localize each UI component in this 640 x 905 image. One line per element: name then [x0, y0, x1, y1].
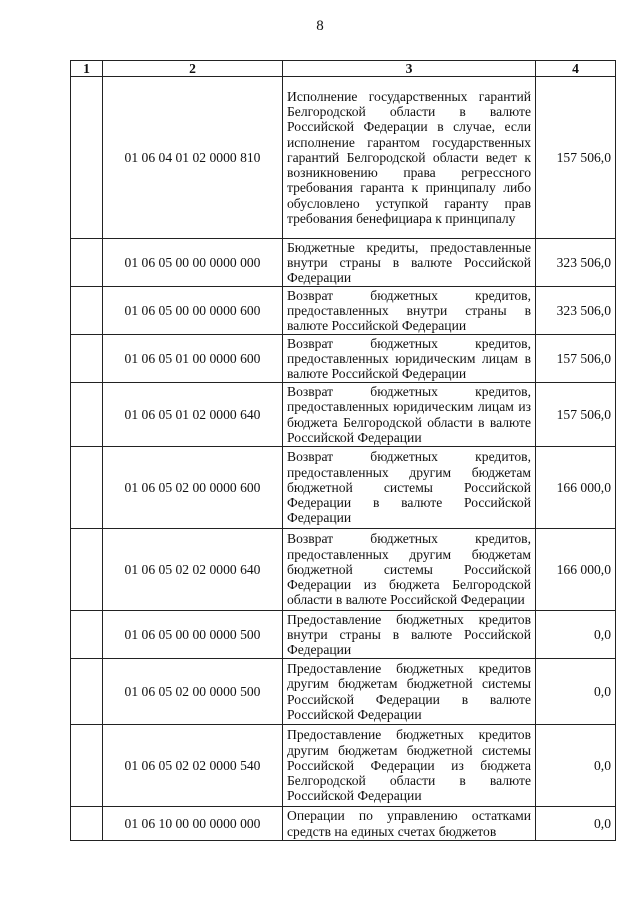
budget-code-cell: 01 06 05 01 02 0000 640	[103, 383, 283, 447]
description-cell: Возврат бюджетных кредитов, предоставленных юридическим лицам в валюте Российской Федерации	[283, 335, 536, 383]
description-cell: Возврат бюджетных кредитов, предоставленных другим бюджетам бюджетной системы Российской Федерации в валюте Российской Федерации	[283, 447, 536, 529]
amount-cell: 0,0	[536, 611, 616, 659]
description-cell: Возврат бюджетных кредитов, предоставленных внутри страны в валюте Российской Федерации	[283, 287, 536, 335]
description-cell: Предоставление бюджетных кредитов внутри страны в валюте Российской Федерации	[283, 611, 536, 659]
row-number-cell	[71, 447, 103, 529]
budget-code-cell: 01 06 05 02 00 0000 500	[103, 659, 283, 725]
budget-code-cell: 01 06 04 01 02 0000 810	[103, 77, 283, 239]
row-number-cell	[71, 287, 103, 335]
column-header-4: 4	[536, 61, 616, 77]
budget-code-cell: 01 06 05 02 02 0000 640	[103, 529, 283, 611]
description-cell: Исполнение государственных гарантий Белгородской области в валюте Российской Федерации в случае, если исполнение гарантом государственных гарантий Белгородской области ведет к возникновению права регрессного требования гаранта к принципалу либо обусловлено уступкой гаранту прав требования бенефициара к принципалу	[283, 77, 536, 239]
budget-code-cell: 01 06 05 00 00 0000 000	[103, 239, 283, 287]
table-header-row	[71, 61, 616, 77]
row-number-cell	[71, 383, 103, 447]
column-header-1: 1	[71, 61, 103, 77]
table-row	[71, 725, 616, 807]
table-row	[71, 447, 616, 529]
amount-cell: 157 506,0	[536, 335, 616, 383]
amount-cell: 157 506,0	[536, 383, 616, 447]
description-cell: Бюджетные кредиты, предоставленные внутри страны в валюте Российской Федерации	[283, 239, 536, 287]
budget-code-cell: 01 06 05 02 00 0000 600	[103, 447, 283, 529]
amount-cell: 0,0	[536, 659, 616, 725]
amount-cell: 157 506,0	[536, 77, 616, 239]
budget-code-cell: 01 06 05 00 00 0000 500	[103, 611, 283, 659]
row-number-cell	[71, 611, 103, 659]
row-number-cell	[71, 335, 103, 383]
description-cell: Операции по управлению остатками средств на единых счетах бюджетов	[283, 807, 536, 841]
amount-cell: 166 000,0	[536, 447, 616, 529]
row-number-cell	[71, 239, 103, 287]
amount-cell: 323 506,0	[536, 287, 616, 335]
budget-code-cell: 01 06 05 01 00 0000 600	[103, 335, 283, 383]
table-row	[71, 383, 616, 447]
amount-cell: 166 000,0	[536, 529, 616, 611]
row-number-cell	[71, 77, 103, 239]
table-row	[71, 77, 616, 239]
table-row	[71, 807, 616, 841]
budget-code-cell: 01 06 05 00 00 0000 600	[103, 287, 283, 335]
row-number-cell	[71, 725, 103, 807]
budget-code-cell: 01 06 10 00 00 0000 000	[103, 807, 283, 841]
column-header-3: 3	[283, 61, 536, 77]
row-number-cell	[71, 529, 103, 611]
description-cell: Предоставление бюджетных кредитов другим бюджетам бюджетной системы Российской Федерации в валюте Российской Федерации	[283, 659, 536, 725]
row-number-cell	[71, 807, 103, 841]
table-row	[71, 611, 616, 659]
budget-sources-table	[70, 60, 616, 841]
row-number-cell	[71, 659, 103, 725]
table-row	[71, 239, 616, 287]
table-row	[71, 335, 616, 383]
table-row	[71, 659, 616, 725]
table-row	[71, 529, 616, 611]
column-header-2: 2	[103, 61, 283, 77]
page-number: 8	[316, 18, 324, 34]
amount-cell: 323 506,0	[536, 239, 616, 287]
table-row	[71, 287, 616, 335]
description-cell: Возврат бюджетных кредитов, предоставленных юридическим лицам из бюджета Белгородской области в валюте Российской Федерации	[283, 383, 536, 447]
budget-code-cell: 01 06 05 02 02 0000 540	[103, 725, 283, 807]
amount-cell: 0,0	[536, 725, 616, 807]
amount-cell: 0,0	[536, 807, 616, 841]
description-cell: Предоставление бюджетных кредитов другим бюджетам бюджетной системы Российской Федерации из бюджета Белгородской области в валюте Российской Федерации	[283, 725, 536, 807]
description-cell: Возврат бюджетных кредитов, предоставленных другим бюджетам бюджетной системы Российской Федерации из бюджета Белгородской области в валюте Российской Федерации	[283, 529, 536, 611]
